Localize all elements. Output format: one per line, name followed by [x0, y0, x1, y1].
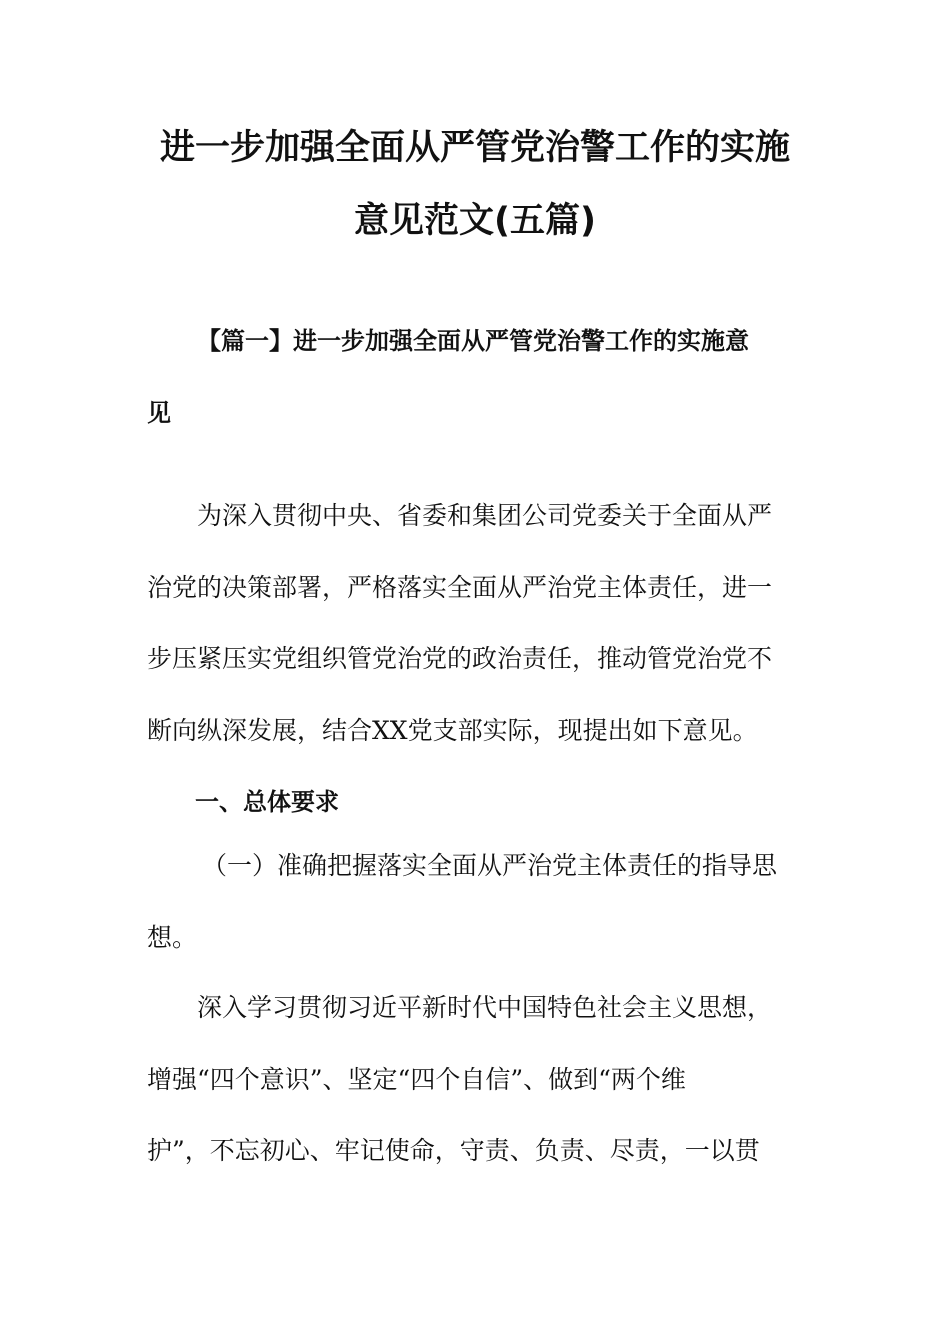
intro-line-2: 治党的决策部署，严格落实全面从严治党主体责任，进一 — [147, 572, 773, 602]
para2-line-1: 深入学习贯彻习近平新时代中国特色社会主义思想， — [197, 993, 773, 1022]
subsection-line-1: （一）准确把握落实全面从严治党主体责任的指导思 — [202, 851, 778, 880]
part-heading-line-1: 【篇一】进一步加强全面从严管党治警工作的实施意 — [197, 327, 749, 355]
document-title-line-1: 进一步加强全面从严管党治警工作的实施 — [159, 128, 790, 168]
part-heading-line-2: 见 — [147, 398, 171, 427]
intro-line-4: 断向纵深发展，结合XX党支部实际，现提出如下意见。 — [147, 715, 758, 745]
para2-line-2: 增强“四个意识”、坚定“四个自信”、做到“两个维 — [147, 1064, 686, 1094]
para2-line-3: 护”，不忘初心、牢记使命，守责、负责、尽责，一以贯 — [147, 1136, 760, 1165]
document-title-line-2: 意见范文(五篇) — [354, 201, 596, 241]
part-heading — [147, 306, 787, 449]
section-heading: 一、总体要求 — [195, 788, 339, 816]
body-paragraph-2 — [147, 972, 787, 1187]
intro-line-1: 为深入贯彻中央、省委和集团公司党委关于全面从严 — [197, 501, 773, 530]
subsection-paragraph — [147, 830, 787, 973]
document-title — [100, 112, 850, 258]
intro-line-3: 步压紧压实党组织管党治党的政治责任，推动管党治党不 — [147, 644, 773, 673]
intro-paragraph — [147, 480, 787, 766]
subsection-line-2: 想。 — [147, 922, 198, 952]
